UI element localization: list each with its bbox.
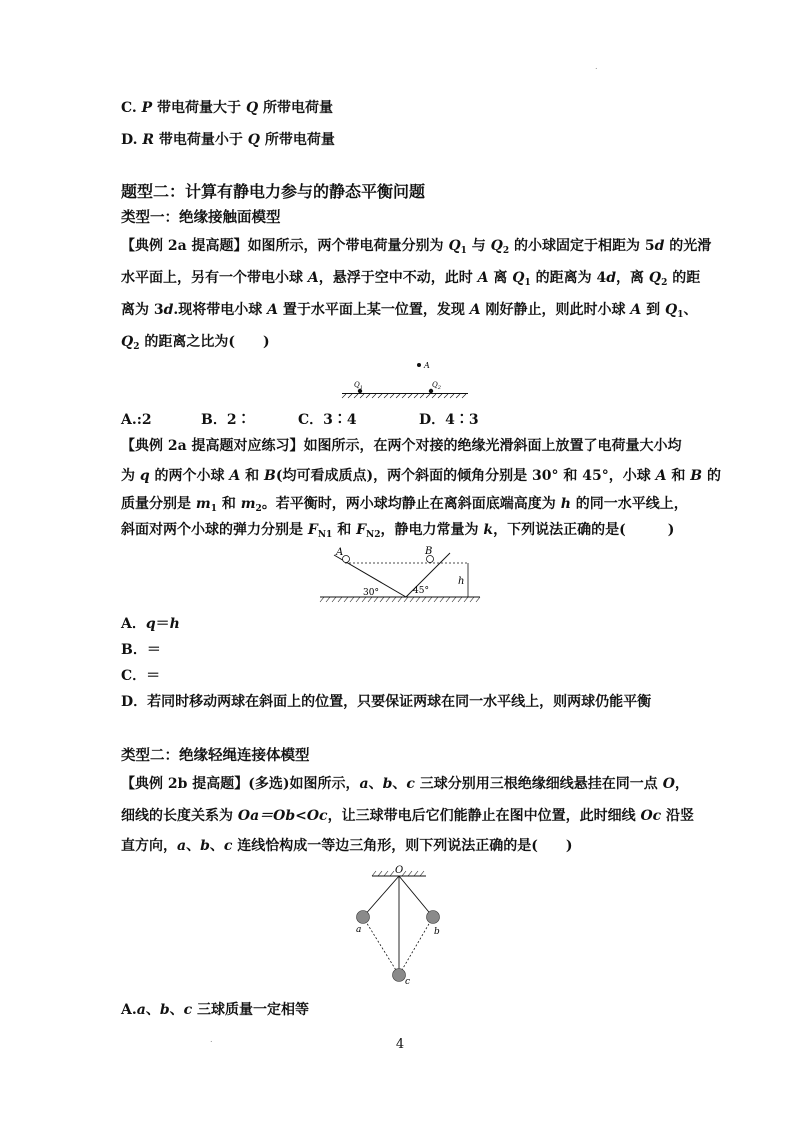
label-a: a xyxy=(356,925,362,935)
label-a: A xyxy=(424,361,430,370)
example-2b-line-2: 细线的长度关系为 Oa＝Ob<Oc，让三球带电后它们能静止在图中位置，此时细线 Oc 沿竖 xyxy=(121,808,695,824)
string-ob xyxy=(399,876,433,917)
example-2b-line-1: 【典例 2b 提高题】(多选)如图所示，a、b、c 三球分别用三根绝缘细线悬挂在同一点 O， xyxy=(121,776,689,792)
practice-choice-d: D．若同时移动两球在斜面上的位置，只要保证两球在同一水平线上，则两球仍能平衡 xyxy=(121,694,652,710)
choice-a: A.:2 xyxy=(121,412,152,428)
example-2a-practice-line-3: 质量分别是 $m_1$ 和 $m_2$。若平衡时，两小球均静止在离斜面底端高度为 h 的同一水平线上， xyxy=(121,496,688,514)
practice-choice-c: C．＝ xyxy=(121,668,161,684)
label-o: O xyxy=(395,865,404,876)
label-angle-30: 30° xyxy=(363,588,379,598)
choice-b: B．2∶ xyxy=(201,412,251,428)
plane-hatching xyxy=(342,394,466,398)
scan-speck: . xyxy=(210,1035,213,1044)
example-2b-choice-a: A.a、b、c 三球质量一定相等 xyxy=(121,1002,310,1018)
choice-d: D．4∶3 xyxy=(419,412,479,428)
example-2a-practice-line-4: 斜面对两个小球的弹力分别是 $F_{N1}$ 和 $F_{N2}$，静电力常量为 k，下列说法正确的是( ) xyxy=(121,522,675,540)
ball-a xyxy=(357,911,370,924)
label-h: h xyxy=(458,576,465,587)
example-2b-line-3: 直方向，a、b、c 连线恰构成一等边三角形，则下列说法正确的是( ) xyxy=(121,838,573,854)
sphere-q2 xyxy=(429,389,433,393)
practice-choice-b: B．＝ xyxy=(121,642,161,658)
example-2a-choices xyxy=(121,410,641,430)
sphere-a xyxy=(417,363,421,367)
example-2a-line-3: 离为 3d.现将带电小球 A 置于水平面上某一位置，发现 A 刚好静止，则此时小球 A 到 $Q_1$、 xyxy=(121,302,698,320)
label-c: c xyxy=(405,977,411,987)
page-number: 4 xyxy=(395,1037,405,1052)
example-2a-line-1: 【典例 2a 提高题】如图所示，两个带电荷量分别为 $Q_1$ 与 $Q_2$ 的小球固定于相距为 5d 的光滑 xyxy=(121,238,712,256)
section-title: 题型二：计算有静电力参与的静态平衡问题 xyxy=(121,182,426,201)
practice-choice-a: A．q＝h xyxy=(121,616,180,632)
label-b: B xyxy=(425,546,433,557)
dashed-bc xyxy=(399,917,433,975)
type-two-title: 类型二：绝缘轻绳连接体模型 xyxy=(121,747,310,764)
figure-charged-spheres-on-plane xyxy=(340,356,470,402)
scan-speck: . xyxy=(595,62,598,71)
label-a: A xyxy=(336,547,344,558)
figure-inclined-planes xyxy=(318,546,482,604)
example-2a-line-4: $Q_2$ 的距离之比为( ) xyxy=(121,334,270,352)
example-2a-practice-line-2: 为 q 的两个小球 A 和 B(均可看成质点)，两个斜面的倾角分别是 30° 和 45°，小球 A 和 B 的 xyxy=(121,468,721,484)
figure-suspended-balls xyxy=(348,862,448,988)
type-one-title: 类型一：绝缘接触面模型 xyxy=(121,209,281,226)
option-d-previous: D. R 带电荷量小于 Q 所带电荷量 xyxy=(121,132,335,148)
label-q2: $Q_2$ xyxy=(432,381,441,391)
example-2a-line-2: 水平面上，另有一个带电小球 A，悬浮于空中不动，此时 A 离 $Q_1$ 的距离为 4d，离 $Q_2$ 的距 xyxy=(121,270,701,288)
ball-b xyxy=(427,911,440,924)
dashed-ac xyxy=(363,917,399,975)
example-2a-practice-line-1: 【典例 2a 提高题对应练习】如图所示，在两个对接的绝缘光滑斜面上放置了电荷量大小均 xyxy=(121,438,682,454)
choice-c: C．3∶4 xyxy=(298,412,357,428)
label-b: b xyxy=(434,927,440,937)
option-c-previous: C. P 带电荷量大于 Q 所带电荷量 xyxy=(121,100,334,116)
label-q1: $Q_1$ xyxy=(354,381,363,391)
ball-a xyxy=(343,556,350,563)
ground-hatching xyxy=(320,597,480,602)
string-oa xyxy=(363,876,399,917)
ball-c xyxy=(393,969,406,982)
label-angle-45: 45° xyxy=(413,586,429,596)
